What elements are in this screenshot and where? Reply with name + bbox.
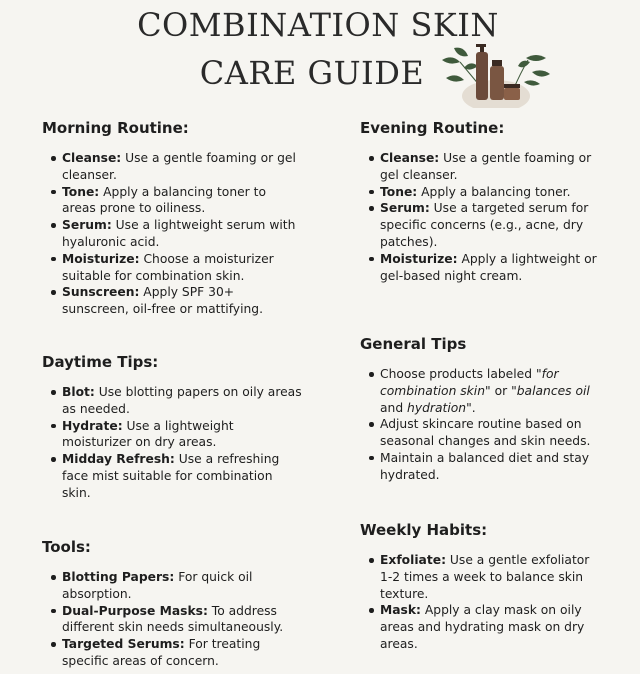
daytime-tips-section — [42, 353, 302, 502]
list-item: Hydrate: Use a lightweight moisturizer on dry areas. — [62, 418, 302, 452]
evening-routine-section — [360, 119, 600, 284]
tools-heading: Tools: — [42, 538, 91, 556]
skincare-bottles-illustration — [440, 38, 552, 108]
evening-routine-heading: Evening Routine: — [360, 119, 505, 137]
list-item: Tone: Apply a balancing toner. — [380, 184, 600, 201]
list-item: Midday Refresh: Use a refreshing face mist suitable for combination skin. — [62, 451, 302, 501]
general-tips-list — [360, 366, 600, 484]
list-item: Tone: Apply a balancing toner to areas prone to oiliness. — [62, 184, 302, 218]
list-item: Serum: Use a lightweight serum with hyaluronic acid. — [62, 217, 302, 251]
list-item: Cleanse: Use a gentle foaming or gel cleanser. — [62, 150, 302, 184]
weekly-habits-list — [360, 552, 600, 653]
list-item: Blotting Papers: For quick oil absorption. — [62, 569, 302, 603]
morning-routine-heading: Morning Routine: — [42, 119, 189, 137]
title-line-2: CARE GUIDE — [199, 54, 425, 92]
weekly-habits-heading: Weekly Habits: — [360, 521, 488, 539]
list-item: Choose products labeled "for combination skin" or "balances oil and hydration". — [380, 366, 600, 416]
daytime-tips-list — [42, 384, 302, 502]
weekly-habits-section — [360, 521, 600, 653]
tools-section — [42, 538, 302, 670]
general-tips-heading: General Tips — [360, 335, 467, 353]
list-item: Cleanse: Use a gentle foaming or gel cleanser. — [380, 150, 600, 184]
general-tips-section — [360, 335, 600, 484]
list-item: Dual-Purpose Masks: To address different skin needs simultaneously. — [62, 603, 302, 637]
morning-routine-section — [42, 119, 302, 318]
list-item: Serum: Use a targeted serum for specific concerns (e.g., acne, dry patches). — [380, 200, 600, 250]
title-line-1: COMBINATION SKIN — [137, 6, 499, 44]
daytime-tips-heading: Daytime Tips: — [42, 353, 159, 371]
list-item: Exfoliate: Use a gentle exfoliator 1-2 times a week to balance skin texture. — [380, 552, 600, 602]
list-item: Moisturize: Choose a moisturizer suitable for combination skin. — [62, 251, 302, 285]
list-item: Sunscreen: Apply SPF 30+ sunscreen, oil-free or mattifying. — [62, 284, 302, 318]
list-item: Adjust skincare routine based on seasonal changes and skin needs. — [380, 416, 600, 450]
list-item: Moisturize: Apply a lightweight or gel-based night cream. — [380, 251, 600, 285]
evening-routine-list — [360, 150, 600, 284]
list-item: Mask: Apply a clay mask on oily areas and hydrating mask on dry areas. — [380, 602, 600, 652]
list-item: Targeted Serums: For treating specific areas of concern. — [62, 636, 302, 670]
list-item: Maintain a balanced diet and stay hydrated. — [380, 450, 600, 484]
list-item: Blot: Use blotting papers on oily areas as needed. — [62, 385, 302, 416]
morning-routine-list — [42, 150, 302, 318]
tools-list — [42, 569, 302, 670]
